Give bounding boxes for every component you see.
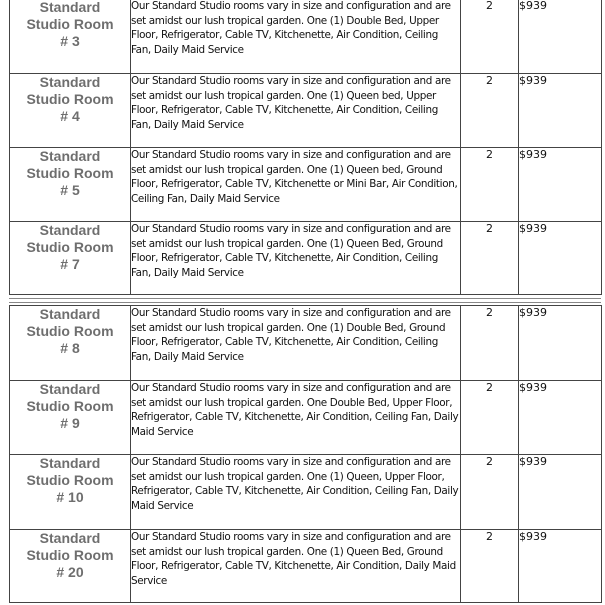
room-name-line: Studio Room [26,239,114,255]
table-row [10,530,602,603]
section-divider-top-line [9,298,601,299]
room-name-cell [10,530,131,603]
room-price: $939 [519,530,602,603]
room-rates-table-upper [9,0,602,295]
room-description: Our Standard Studio rooms vary in size and configuration and are set amidst our lush tropical garden. One (1) Queen Bed, Ground Floor, Refrigerator, Cable TV, Kitchenette, Air Condition, Ceiling Fan, Daily Maid Service [131,222,461,295]
room-name-line: Studio Room [26,472,114,488]
table-row [10,148,602,222]
room-number: # 3 [60,33,80,49]
room-description: Our Standard Studio rooms vary in size and configuration and are set amidst our lush tropical garden. One (1) Queen bed, Upper Floor, Refrigerator, Cable TV, Kitchenette, Air Condition, Ceiling Fan, Daily Maid Service [131,74,461,148]
room-name-cell [10,381,131,455]
room-number: # 8 [60,340,80,356]
room-price: $939 [519,306,602,381]
room-name-line: Standard [39,74,101,90]
room-price: $939 [519,381,602,455]
room-number: # 20 [56,564,84,580]
room-name-line: Standard [39,306,101,322]
room-name-line: Standard [39,455,101,471]
room-occupancy: 2 [461,222,519,295]
room-occupancy: 2 [461,148,519,222]
room-occupancy: 2 [461,0,519,74]
room-name-line: Standard [39,530,101,546]
table-row [10,306,602,381]
room-name-line: Studio Room [26,165,114,181]
room-name-cell [10,148,131,222]
room-number: # 7 [60,256,80,272]
room-occupancy: 2 [461,306,519,381]
room-name-line: Studio Room [26,16,114,32]
room-number: # 5 [60,182,80,198]
room-occupancy: 2 [461,381,519,455]
room-occupancy: 2 [461,455,519,530]
table-row [10,0,602,74]
room-name-line: Studio Room [26,547,114,563]
room-description: Our Standard Studio rooms vary in size and configuration and are set amidst our lush tropical garden. One (1) Queen bed, Ground Floor, Refrigerator, Cable TV, Kitchenette or Mini Bar, Air Condition, Ceiling Fan, Daily Maid Service [131,148,461,222]
room-name-line: Studio Room [26,91,114,107]
room-number: # 9 [60,415,80,431]
room-rates-table-lower [9,305,602,603]
room-number: # 10 [56,489,84,505]
room-number: # 4 [60,108,80,124]
room-name-line: Studio Room [26,398,114,414]
room-price: $939 [519,148,602,222]
room-name-line: Standard [39,148,101,164]
room-description: Our Standard Studio rooms vary in size and configuration and are set amidst our lush tropical garden. One (1) Queen, Upper Floor, Refrigerator, Cable TV, Kitchenette, Air Condition, Ceiling Fan, Daily Maid Service [131,455,461,530]
room-description: Our Standard Studio rooms vary in size and configuration and are set amidst our lush tropical garden. One Double Bed, Upper Floor, Refrigerator, Cable TV, Kitchenette, Air Condition, Ceiling Fan, Daily Maid Service [131,381,461,455]
table-row [10,455,602,530]
section-divider-bottom-line [9,302,601,303]
room-description: Our Standard Studio rooms vary in size and configuration and are set amidst our lush tropical garden. One (1) Double Bed, Ground Floor, Refrigerator, Cable TV, Kitchenette, Air Condition, Ceiling Fan, Daily Maid Service [131,306,461,381]
table-row [10,222,602,295]
room-description: Our Standard Studio rooms vary in size and configuration and are set amidst our lush tropical garden. One (1) Queen Bed, Ground Floor, Refrigerator, Cable TV, Kitchenette, Air Condition, Daily Maid Service [131,530,461,603]
room-name-line: Studio Room [26,323,114,339]
room-price: $939 [519,222,602,295]
table-row [10,381,602,455]
room-price: $939 [519,455,602,530]
table-row [10,74,602,148]
room-name-cell [10,74,131,148]
room-name-cell [10,222,131,295]
room-price: $939 [519,0,602,74]
room-description: Our Standard Studio rooms vary in size and configuration and are set amidst our lush tropical garden. One (1) Double Bed, Upper Floor, Refrigerator, Cable TV, Kitchenette, Air Condition, Ceiling Fan, Daily Maid Service [131,0,461,74]
room-name-line: Standard [39,0,101,15]
room-name-line: Standard [39,222,101,238]
room-occupancy: 2 [461,530,519,603]
room-name-cell [10,306,131,381]
room-name-cell [10,455,131,530]
room-price: $939 [519,74,602,148]
room-name-line: Standard [39,381,101,397]
room-name-cell [10,0,131,74]
room-occupancy: 2 [461,74,519,148]
